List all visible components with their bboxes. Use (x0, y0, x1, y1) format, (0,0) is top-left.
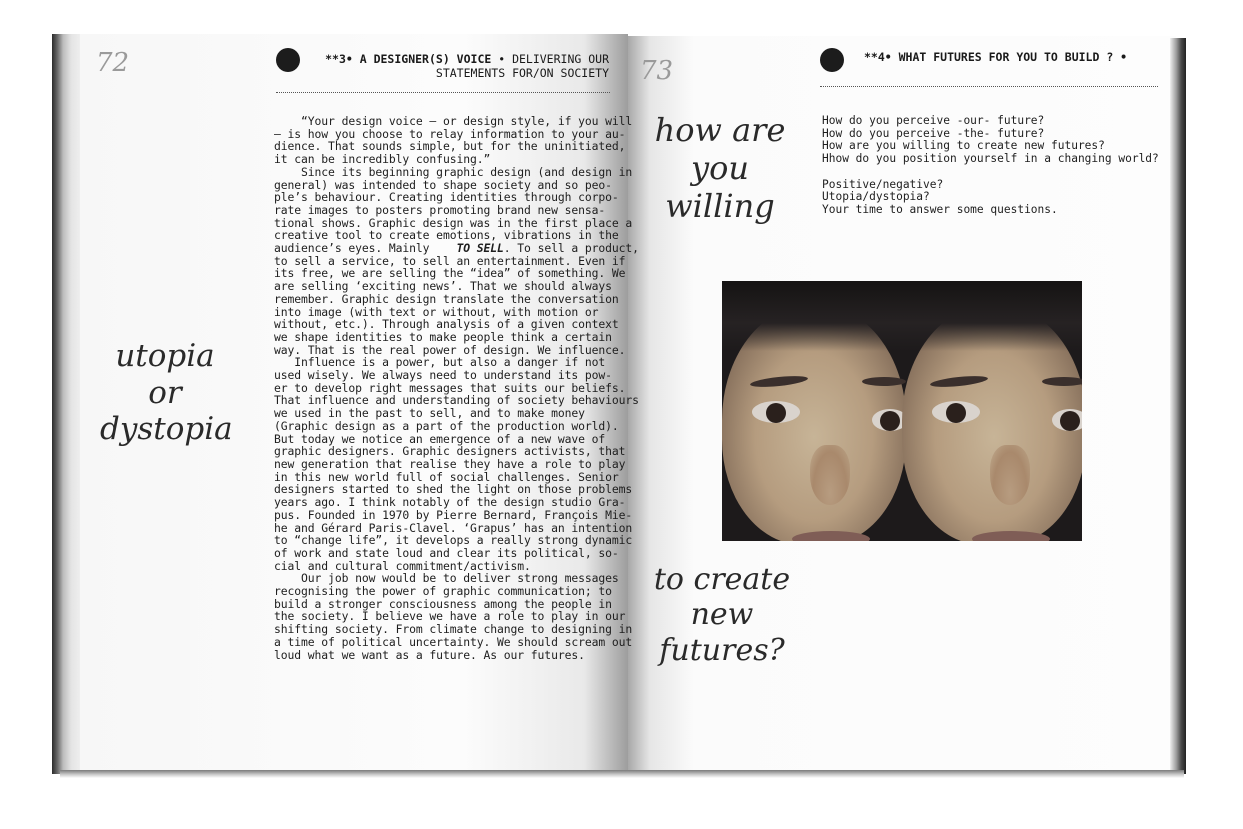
mirrored-face-photo (722, 281, 1082, 541)
header-divider-left (276, 92, 610, 93)
eyebrow (750, 374, 809, 389)
section-subtitle: • DELIVERING OUR (491, 52, 609, 66)
book-right-edge (1170, 38, 1186, 774)
eye (752, 401, 800, 423)
to-create-new-futures-title: to create new futures? (653, 562, 791, 668)
eye (1052, 409, 1082, 431)
iris (766, 403, 786, 423)
section-bullet-right (820, 48, 844, 72)
page-number-left: 72 (96, 48, 130, 78)
iris (946, 403, 966, 423)
page-number-right: 73 (640, 56, 674, 86)
nose (990, 445, 1030, 505)
section-bullet-left (276, 48, 300, 72)
eyebrow (1042, 377, 1082, 386)
lips (972, 531, 1050, 541)
book-bottom-shadow (60, 770, 1184, 778)
questions-list: How do you perceive -our- future? How do you perceive -the- future? How are you willing to create new futures? Hhow do you position yourself in a changing world? Positive/negative? Utopia/dystopia? Your time to answer some questions. (822, 114, 1159, 216)
eyebrow (862, 377, 906, 386)
body-paragraph-part2: . To sell a product, to sell a service, to sell an entertainment. Even if its free, we are selling the “idea” of something. We are selling ‘exciting news’. That we should always remember. Graphic design translate the conversation into image (with text or without, with motion or without, etc.). Through analysis of a given context we shape identities to make people think a certain way. That is the real power of design. We influence. Influence is a power, but also a danger if not used wisely. We always need to understand its pow- er to develop right messages that suits our beliefs. That influence and understanding of society behaviours we used in the past to sell, and to make money (Graphic design as a part of the production world). But today we notice an emergence of a new wave of graphic designers. Graphic designers activists, that new generation that realise they have a role to play in this new world full of social challenges. Senior designers started to shed the light on those problems years ago. I think notably of the design studio Gra- pus. Founded in 1970 by Pierre Bernard, François Mie- he and Gérard Paris-Clavel. ‘Grapus’ has an intention to “change life”, it develops a really strong dynamic of work and state loud and clear its political, so- cial and cultural commitment/activism. Our job now would be to deliver strong messages recognising the power of graphic communication; to build a stronger consciousness among the people in the society. I believe we have a role to play in our shifting society. From climate change to designing in a time of political uncertainty. We should scream out loud what we want as a future. As our futures. (274, 241, 639, 662)
section-header-left (300, 52, 609, 80)
header-divider-right (820, 86, 1158, 87)
nose (810, 445, 850, 505)
section-subtitle-line2: STATEMENTS FOR/ON SOCIETY (435, 66, 609, 80)
eyebrow (930, 374, 989, 389)
eye (932, 401, 980, 423)
iris (1060, 411, 1080, 431)
body-paragraph-part1: “Your design voice – or design style, if you will – is how you choose to relay information to your au- dience. That sounds simple, but for the uninitiated, it can be incredibly confusing.” Since its beginning graphic design (and design in general) was intended to shape society and so peo- ple’s behaviour. Creating identities through corpo- rate images to posters promoting brand new sensa- tional shows. Graphic design was in the first place a creative tool to create emotions, vibrations in the audience’s eyes. Mainly (274, 114, 633, 256)
hair-shadow (722, 281, 1082, 351)
iris (880, 411, 900, 431)
lips (792, 531, 870, 541)
section-title: **3• A DESIGNER(S) VOICE (325, 52, 492, 66)
utopia-or-dystopia-title: utopia or dystopia (100, 338, 233, 448)
section-header-right: **4• WHAT FUTURES FOR YOU TO BUILD ? • (864, 50, 1128, 64)
how-are-you-willing-title: how are you willing (654, 111, 786, 225)
to-sell-emphasis: TO SELL (456, 241, 504, 256)
body-text-left (274, 115, 639, 661)
